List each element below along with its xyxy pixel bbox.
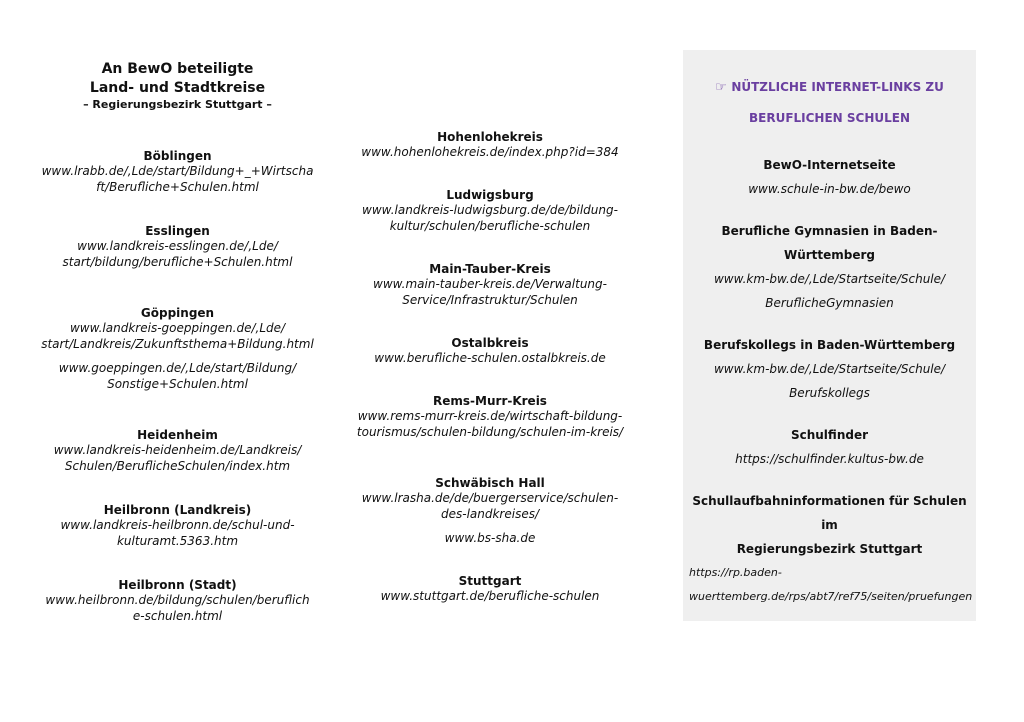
panel-entry-link[interactable]: BeruflicheGymnasien xyxy=(765,296,894,310)
entry-link[interactable]: www.landkreis-ludwigsburg.de/de/bildung- xyxy=(362,203,618,217)
entry-link[interactable]: www.hohenlohekreis.de/index.php?id=384 xyxy=(361,145,619,159)
entry-link[interactable]: www.lrasha.de/de/buergerservice/schulen- xyxy=(361,491,619,505)
left-subtitle: – Regierungsbezirk Stuttgart – xyxy=(83,98,272,111)
panel-entry-link[interactable]: https://schulfinder.kultus-bw.de xyxy=(735,452,924,466)
entry-name: Stuttgart xyxy=(458,574,522,588)
entry-link[interactable]: kultur/schulen/berufliche-schulen xyxy=(389,219,591,233)
entry-link[interactable]: www.goeppingen.de/,Lde/start/Bildung/ xyxy=(58,361,297,375)
panel-entry-link[interactable]: www.km-bw.de/,Lde/Startseite/Schule/ xyxy=(713,272,946,286)
entry-name: Ludwigsburg xyxy=(446,188,534,202)
entry-name: Hohenlohekreis xyxy=(437,130,543,144)
panel-entry-name: Berufskollegs in Baden-Württemberg xyxy=(703,338,956,352)
entry-name: Göppingen xyxy=(140,306,215,320)
entry-link[interactable]: Service/Infrastruktur/Schulen xyxy=(402,293,578,307)
entry-main-tauber-kreis xyxy=(355,262,625,308)
entry-link[interactable]: www.rems-murr-kreis.de/wirtschaft-bildung- xyxy=(357,409,623,423)
entry-rems-murr-kreis xyxy=(355,394,625,440)
entry-link[interactable]: e-schulen.html xyxy=(132,609,223,623)
entry-name: Heidenheim xyxy=(137,428,218,442)
middle-column xyxy=(355,130,625,604)
entry-name: Esslingen xyxy=(145,224,210,238)
panel-title-line1: ☞ NÜTZLICHE INTERNET-LINKS ZU xyxy=(715,80,944,95)
entry-link[interactable]: start/bildung/berufliche+Schulen.html xyxy=(62,255,293,269)
panel-entry-link[interactable]: Berufskollegs xyxy=(789,386,870,400)
entry-name: Böblingen xyxy=(143,149,212,163)
entry-name: Ostalbkreis xyxy=(451,336,529,350)
entry-boeblingen xyxy=(40,149,315,195)
entry-link[interactable]: des-landkreises/ xyxy=(440,507,540,521)
panel-entry-link[interactable]: www.schule-in-bw.de/bewo xyxy=(748,182,911,196)
entry-heidenheim xyxy=(40,428,315,474)
entry-esslingen xyxy=(40,224,315,270)
panel-entry-link[interactable]: https://rp.baden- xyxy=(689,566,782,579)
panel-title-line2: BERUFLICHEN SCHULEN xyxy=(748,111,911,125)
entry-link[interactable]: start/Landkreis/Zukunftsthema+Bildung.html xyxy=(41,337,314,351)
entry-ludwigsburg xyxy=(355,188,625,234)
entry-heilbronn-landkreis xyxy=(40,503,315,549)
entry-link[interactable]: www.stuttgart.de/berufliche-schulen xyxy=(380,589,600,603)
entry-link[interactable]: Schulen/BeruflicheSchulen/index.htm xyxy=(64,459,291,473)
panel-entry-berufskollegs xyxy=(683,333,976,405)
panel-entry-link[interactable]: wuerttemberg.de/rps/abt7/ref75/seiten/pruefungen xyxy=(689,590,973,603)
panel-entry-bewo xyxy=(683,153,976,201)
panel-entry-name: Berufliche Gymnasien in Baden-Württemberg xyxy=(721,224,938,262)
panel-entry-name: BewO-Internetseite xyxy=(763,158,896,172)
panel-entry-name: Schullaufbahninformationen für Schulen im xyxy=(692,494,967,532)
entry-link[interactable]: www.landkreis-goeppingen.de/,Lde/ xyxy=(69,321,286,335)
entry-link[interactable]: www.berufliche-schulen.ostalbkreis.de xyxy=(374,351,606,365)
entry-ostalbkreis xyxy=(355,336,625,366)
entry-link[interactable]: www.landkreis-heilbronn.de/schul-und- xyxy=(60,518,295,532)
entry-hohenlohekreis xyxy=(355,130,625,160)
entry-goeppingen xyxy=(40,306,315,392)
entry-name: Heilbronn (Stadt) xyxy=(118,578,237,592)
links-panel xyxy=(683,50,976,621)
left-title-line2: Land- und Stadtkreise xyxy=(89,80,266,96)
panel-entry-schullaufbahn xyxy=(683,489,976,609)
entry-name: Schwäbisch Hall xyxy=(435,476,545,490)
entry-heilbronn-stadt xyxy=(40,578,315,624)
entry-schwaebisch-hall xyxy=(355,476,625,546)
entry-name: Heilbronn (Landkreis) xyxy=(103,503,252,517)
panel-entry-name: Schulfinder xyxy=(790,428,869,442)
entry-link[interactable]: www.heilbronn.de/bildung/schulen/beruflich xyxy=(45,593,310,607)
entry-link[interactable]: www.lrabb.de/,Lde/start/Bildung+_+Wirtscha xyxy=(41,164,314,178)
entry-link[interactable]: tourismus/schulen-bildung/schulen-im-kreis/ xyxy=(356,425,624,439)
left-column xyxy=(40,60,315,624)
entry-link[interactable]: kulturamt.5363.htm xyxy=(116,534,239,548)
entry-stuttgart xyxy=(355,574,625,604)
entry-link[interactable]: www.landkreis-heidenheim.de/Landkreis/ xyxy=(53,443,302,457)
entry-link[interactable]: ft/Berufliche+Schulen.html xyxy=(96,180,259,194)
entry-link[interactable]: www.bs-sha.de xyxy=(444,531,536,545)
entry-name: Main-Tauber-Kreis xyxy=(429,262,551,276)
panel-entry-gymnasien xyxy=(683,219,976,315)
entry-name: Rems-Murr-Kreis xyxy=(433,394,547,408)
left-title-line1: An BewO beteiligte xyxy=(101,61,254,77)
panel-entry-name-line2: Regierungsbezirk Stuttgart xyxy=(736,542,923,556)
entry-link[interactable]: www.landkreis-esslingen.de/,Lde/ xyxy=(77,239,278,253)
entry-link[interactable]: Sonstige+Schulen.html xyxy=(107,377,248,391)
panel-entry-link[interactable]: www.km-bw.de/,Lde/Startseite/Schule/ xyxy=(713,362,946,376)
entry-link[interactable]: www.main-tauber-kreis.de/Verwaltung- xyxy=(373,277,607,291)
pointing-hand-icon: ☞ xyxy=(715,80,727,95)
panel-entry-schulfinder xyxy=(683,423,976,471)
